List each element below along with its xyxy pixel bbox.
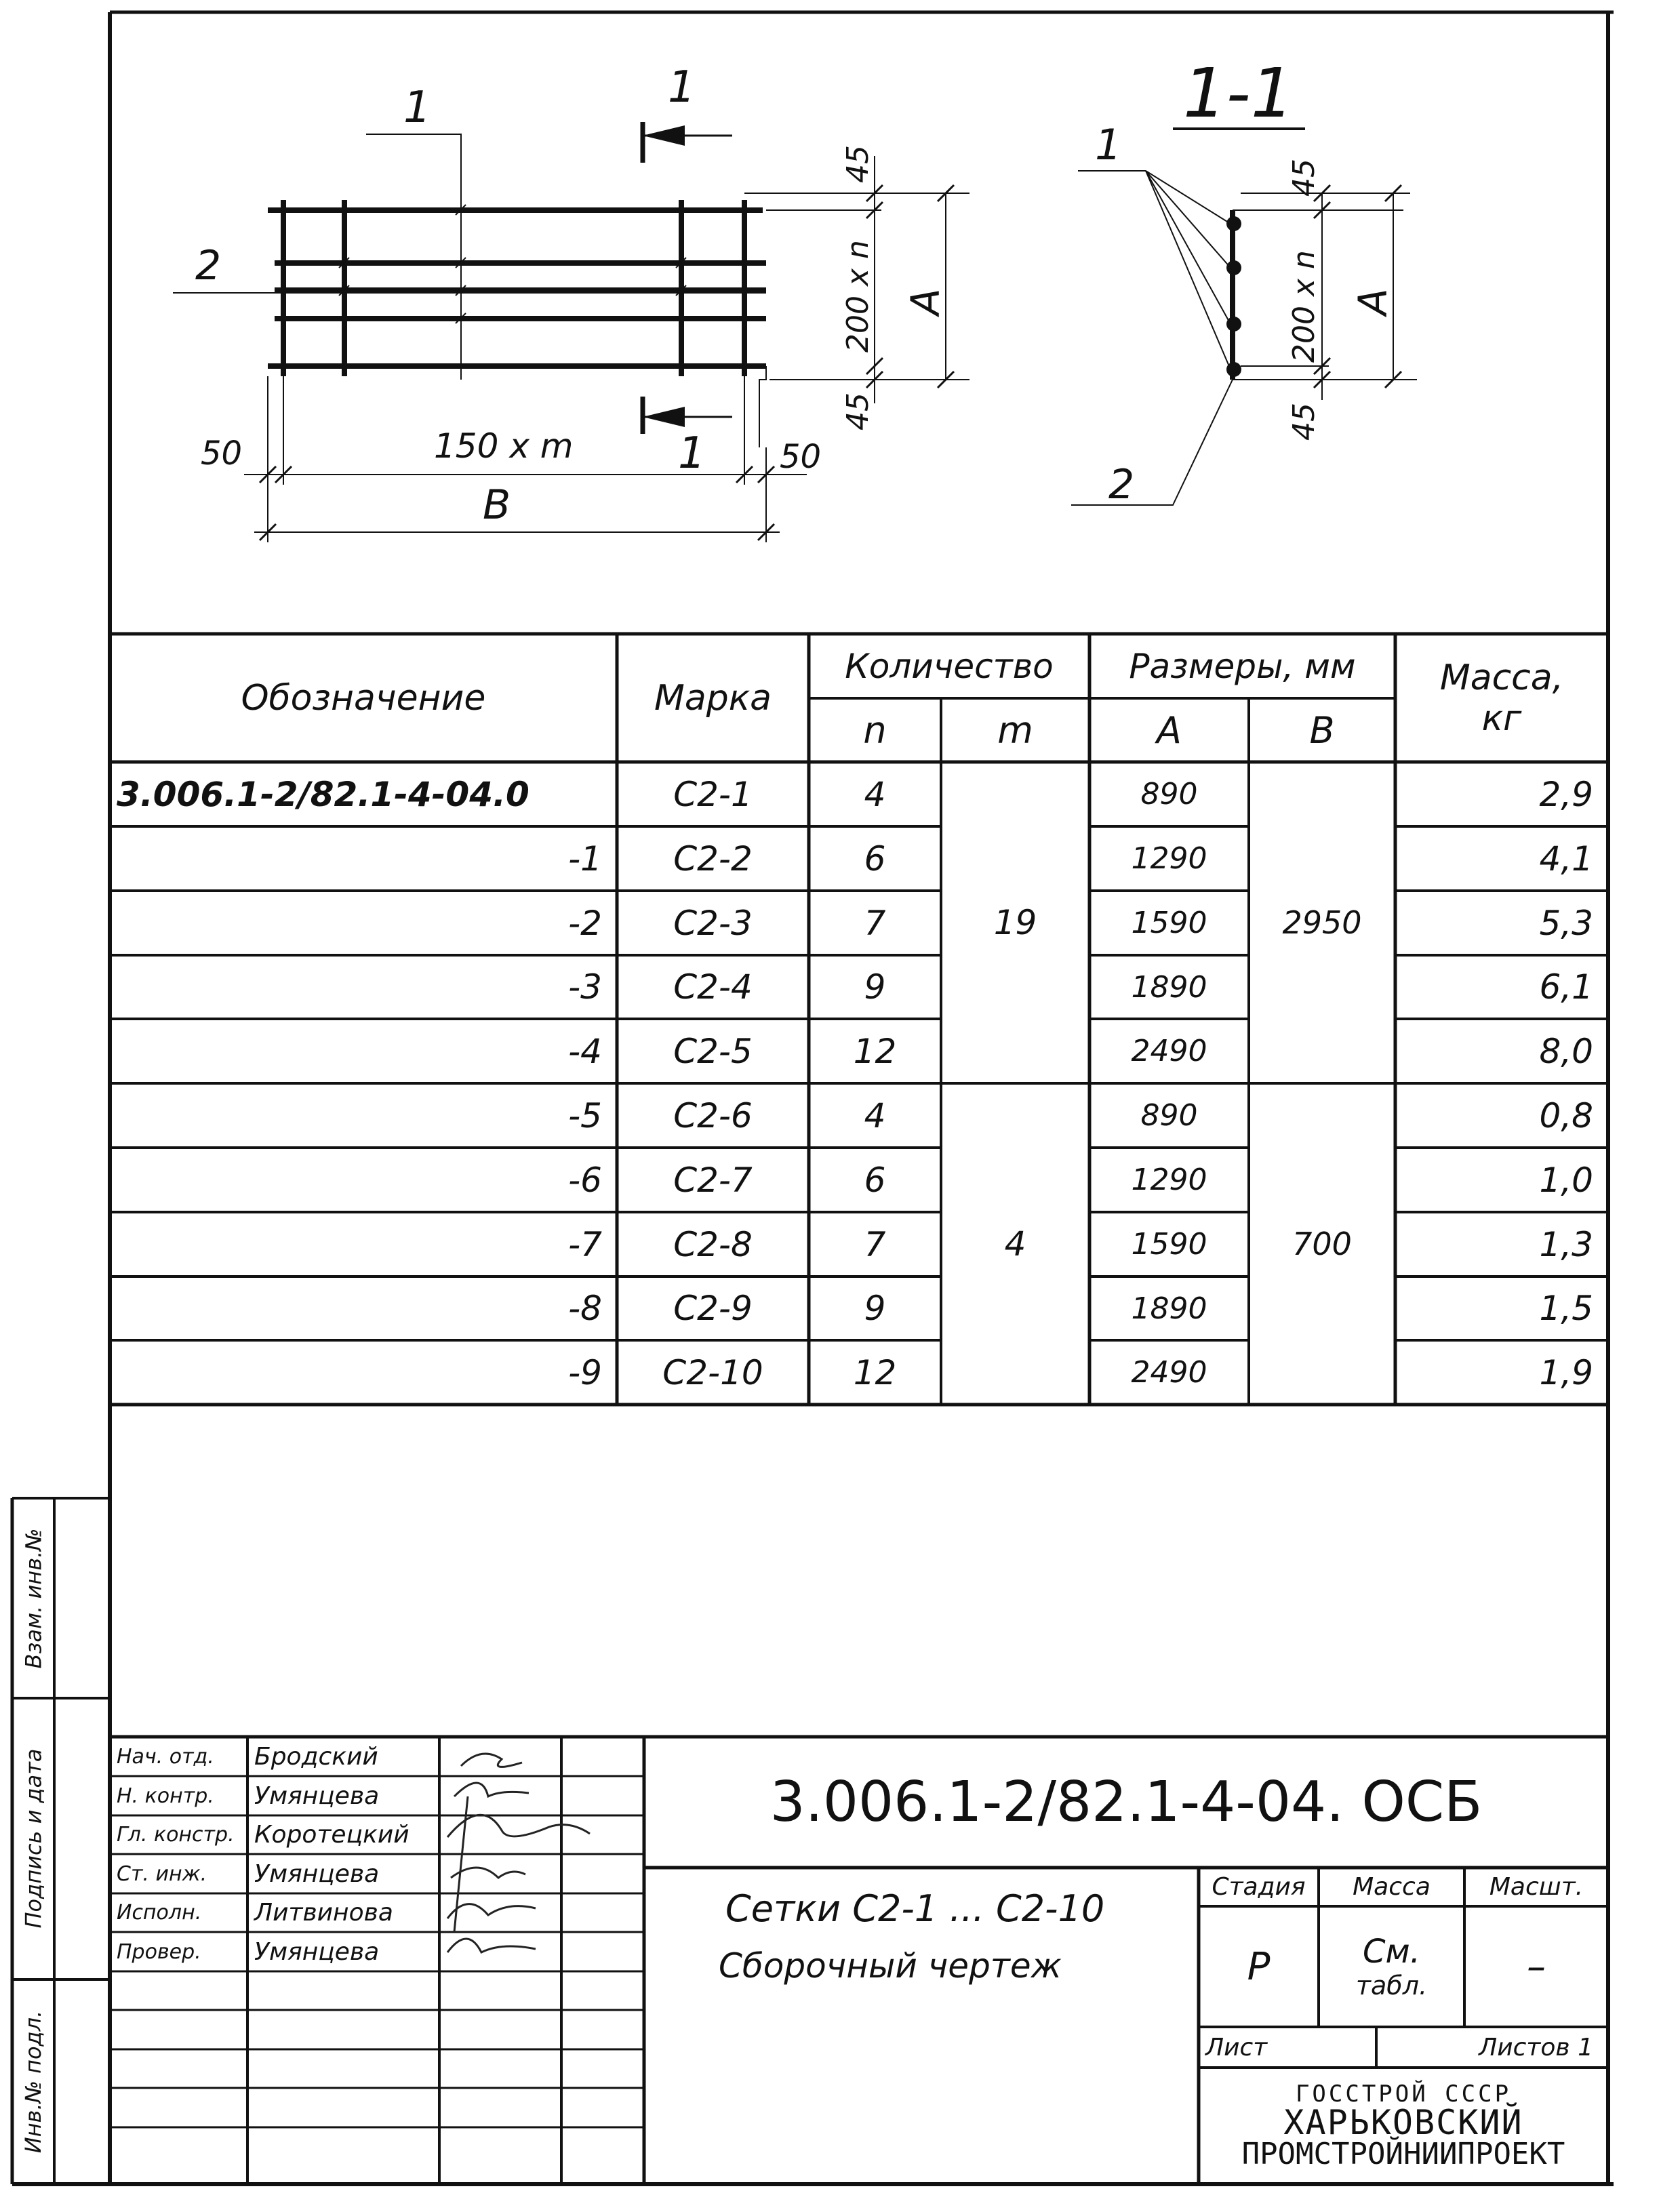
header-designation: Обозначение — [241, 677, 486, 719]
dim-spacing-m: 150 x m — [434, 426, 574, 466]
header-A: A — [1157, 708, 1182, 752]
row-A: 1290 — [1131, 1163, 1207, 1197]
row-designation: -2 — [568, 903, 602, 943]
header-mass-unit: кг — [1481, 698, 1522, 739]
header-B: B — [1309, 708, 1335, 752]
row-A: 890 — [1140, 777, 1198, 811]
group-m-second: 4 — [1004, 1224, 1026, 1264]
stage-value: Р — [1247, 1944, 1271, 1989]
row-mass: 1,5 — [1539, 1289, 1593, 1328]
row-n: 12 — [853, 1031, 897, 1071]
row-mark: C2-6 — [673, 1095, 753, 1135]
doc-title-line2: Сборочный чертеж — [719, 1946, 1062, 1986]
section-dim-bottom-offset: 45 — [1287, 403, 1321, 441]
doc-code: 3.006.1-2/82.1-4-04. ОСБ — [769, 1770, 1483, 1834]
dim-top-offset: 45 — [841, 145, 875, 183]
dim-bottom-offset: 45 — [841, 393, 875, 430]
row-n: 4 — [864, 774, 886, 814]
row-mass: 1,0 — [1539, 1160, 1593, 1200]
section-dim-A-label: A — [1350, 288, 1396, 315]
org-line2: ХАРЬКОВСКИЙ — [1283, 2103, 1523, 2142]
header-mass — [1395, 634, 1608, 762]
row-mark: C2-2 — [673, 839, 753, 879]
header-n: n — [863, 708, 887, 752]
row-mark: C2-7 — [673, 1160, 753, 1200]
row-mark: C2-8 — [673, 1224, 753, 1264]
row-n: 9 — [864, 1289, 886, 1328]
role-name: Бродский — [254, 1742, 378, 1771]
section-mark-top-label: 1 — [668, 62, 696, 113]
row-n: 7 — [864, 1224, 886, 1264]
row-n: 9 — [864, 967, 886, 1007]
row-A: 1890 — [1131, 1291, 1207, 1326]
row-A: 1890 — [1131, 969, 1207, 1005]
scale-label: Масшт. — [1489, 1873, 1584, 1901]
stage-label: Стадия — [1212, 1873, 1306, 1901]
org-line1: ГОССТРОЙ СССР — [1295, 2080, 1512, 2108]
row-designation: -9 — [568, 1352, 602, 1392]
row-n: 4 — [864, 1095, 886, 1135]
plan-callout-2: 2 — [195, 242, 222, 289]
role-name: Умянцева — [254, 1859, 380, 1888]
organization — [1199, 2068, 1608, 2184]
section-view-drawing — [0, 0, 1680, 634]
side-signature-date: Подпись и дата — [20, 1748, 47, 1929]
role-name: Литвинова — [254, 1899, 393, 1927]
plan-callout-1: 1 — [403, 83, 431, 133]
section-dim-spacing-n: 200 x n — [1287, 250, 1321, 363]
header-mass-label: Масса, — [1439, 657, 1564, 698]
role-label: Нач. отд. — [117, 1744, 214, 1769]
dim-left-offset: 50 — [201, 435, 243, 472]
row-mass: 0,8 — [1539, 1095, 1593, 1135]
row-designation: 3.006.1-2/82.1-4-04.0 — [117, 774, 529, 814]
mass-label: Масса — [1353, 1873, 1431, 1901]
group-m-first: 19 — [993, 903, 1037, 942]
doc-title-line1: Сетки С2-1 ... С2-10 — [725, 1887, 1105, 1930]
dim-right-offset: 50 — [780, 438, 822, 476]
group-B-first: 2950 — [1282, 904, 1362, 941]
mass-value-line1: См. — [1363, 1933, 1420, 1971]
role-label: Исполн. — [117, 1901, 202, 1925]
row-mass: 1,9 — [1539, 1352, 1593, 1392]
scale-value: – — [1527, 1944, 1546, 1989]
side-inv-original: Инв.№ подл. — [20, 2010, 46, 2154]
row-mass: 6,1 — [1539, 967, 1593, 1007]
row-n: 6 — [864, 839, 886, 879]
dim-B-label: B — [483, 481, 511, 529]
role-name: Умянцева — [254, 1937, 380, 1966]
row-designation: -8 — [568, 1289, 602, 1328]
row-mark: C2-5 — [673, 1031, 753, 1071]
row-mass: 2,9 — [1539, 774, 1593, 814]
section-callout-1: 1 — [1095, 120, 1122, 169]
role-label: Ст. инж. — [117, 1862, 207, 1886]
row-A: 1290 — [1131, 841, 1207, 876]
dim-spacing-n: 200 x n — [841, 240, 875, 353]
row-A: 2490 — [1131, 1034, 1207, 1068]
header-mark: Марка — [654, 677, 772, 719]
row-A: 2490 — [1131, 1355, 1207, 1390]
header-sizes: Размеры, мм — [1129, 646, 1356, 686]
row-designation: -3 — [568, 967, 602, 1007]
section-title: 1-1 — [1183, 54, 1294, 133]
row-mass: 4,1 — [1539, 839, 1593, 879]
role-label: Гл. констр. — [117, 1823, 235, 1847]
role-name: Умянцева — [254, 1782, 380, 1810]
sheet-label: Лист — [1205, 2033, 1268, 2061]
header-m: m — [997, 708, 1033, 752]
org-line3: ПРОМСТРОЙНИИПРОЕКТ — [1241, 2137, 1565, 2171]
row-mass: 1,3 — [1539, 1224, 1593, 1264]
row-mass: 8,0 — [1539, 1031, 1593, 1071]
row-mass: 5,3 — [1539, 903, 1593, 943]
row-mark: C2-10 — [662, 1352, 763, 1392]
side-inv-replaced: Взам. инв.№ — [20, 1528, 47, 1669]
section-callout-2: 2 — [1108, 461, 1135, 508]
row-A: 1590 — [1131, 906, 1207, 940]
group-B-second: 700 — [1292, 1226, 1352, 1262]
row-A: 1590 — [1131, 1227, 1207, 1262]
row-n: 6 — [864, 1160, 886, 1200]
row-mark: C2-4 — [673, 967, 753, 1007]
row-mark: C2-1 — [673, 774, 753, 814]
row-designation: -4 — [568, 1031, 602, 1071]
role-label: Н. контр. — [117, 1784, 214, 1808]
row-designation: -1 — [568, 839, 602, 879]
row-designation: -7 — [568, 1224, 602, 1264]
row-n: 12 — [853, 1352, 897, 1392]
row-designation: -5 — [568, 1095, 602, 1135]
sheets-label: Листов 1 — [1479, 2033, 1593, 2061]
row-designation: -6 — [568, 1160, 602, 1200]
dim-A-label: A — [902, 288, 948, 315]
header-quantity: Количество — [845, 646, 1054, 686]
role-label: Провер. — [117, 1939, 201, 1964]
section-mark-bottom-label: 1 — [678, 428, 706, 479]
mass-value-line2: табл. — [1355, 1971, 1428, 2000]
role-name: Коротецкий — [254, 1821, 409, 1849]
row-A: 890 — [1140, 1098, 1198, 1133]
row-mark: C2-3 — [673, 903, 753, 943]
row-n: 7 — [864, 903, 886, 943]
mass-value — [1319, 1906, 1464, 2027]
section-dim-top-offset: 45 — [1287, 159, 1321, 197]
row-mark: C2-9 — [673, 1289, 753, 1328]
